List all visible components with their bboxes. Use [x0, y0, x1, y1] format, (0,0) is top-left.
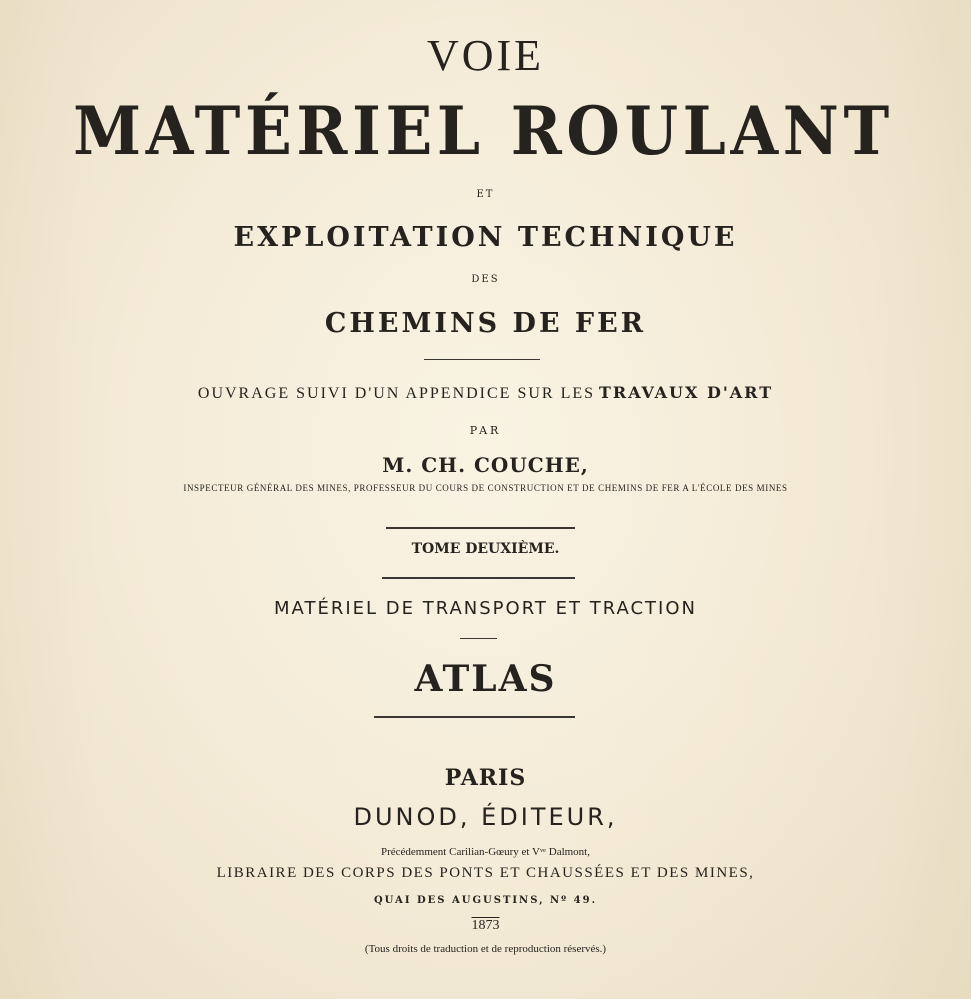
divider-2 [386, 527, 575, 529]
imprint-rights: (Tous droits de traduction et de reproduction réservés.) [364, 943, 607, 955]
divider-1 [424, 359, 540, 360]
title-voie: VOIE [426, 31, 545, 80]
divider-4 [460, 638, 497, 639]
volume-subject: MATÉRIEL DE TRANSPORT ET TRACTION [274, 598, 697, 619]
imprint-year: 1873 [471, 918, 500, 933]
title-exploitation-technique: EXPLOITATION TECHNIQUE [233, 222, 738, 253]
author-credentials: INSPECTEUR GÉNÉRAL DES MINES, PROFESSEUR DU COURS DE CONSTRUCTION ET DE CHEMINS DE FER A L'ÉCOLE DES MINES [183, 483, 788, 493]
imprint-city: PARIS [444, 765, 527, 791]
volume-tome: TOME DEUXIÈME. [411, 541, 560, 557]
subtitle-travaux-dart: TRAVAUX D'ART [599, 383, 774, 402]
atlas-label: ATLAS [414, 658, 557, 700]
subtitle-ouvrage [0, 385, 971, 402]
title-chemins-de-fer: CHEMINS DE FER [324, 308, 647, 339]
imprint-libraire: LIBRAIRE DES CORPS DES PONTS ET CHAUSSÉES ET DES MINES, [216, 865, 755, 881]
divider-5 [374, 716, 575, 718]
imprint-predecessors: Précédemment Carilian-Gœury et Vᵛᵉ Dalmont, [381, 846, 590, 858]
author-name: M. CH. COUCHE, [382, 453, 589, 477]
subtitle-ouvrage-text: OUVRAGE SUIVI D'UN APPENDICE SUR LES [197, 385, 596, 402]
conjunction-des: DES [471, 274, 500, 285]
imprint-address: QUAI DES AUGUSTINS, Nº 49. [373, 895, 598, 906]
conjunction-et: ET [476, 189, 495, 200]
imprint-publisher: DUNOD, ÉDITEUR, [353, 803, 618, 831]
divider-3 [382, 577, 575, 579]
title-materiel-roulant: MATÉRIEL ROULANT [73, 92, 894, 170]
byline-par: PAR [469, 424, 502, 437]
